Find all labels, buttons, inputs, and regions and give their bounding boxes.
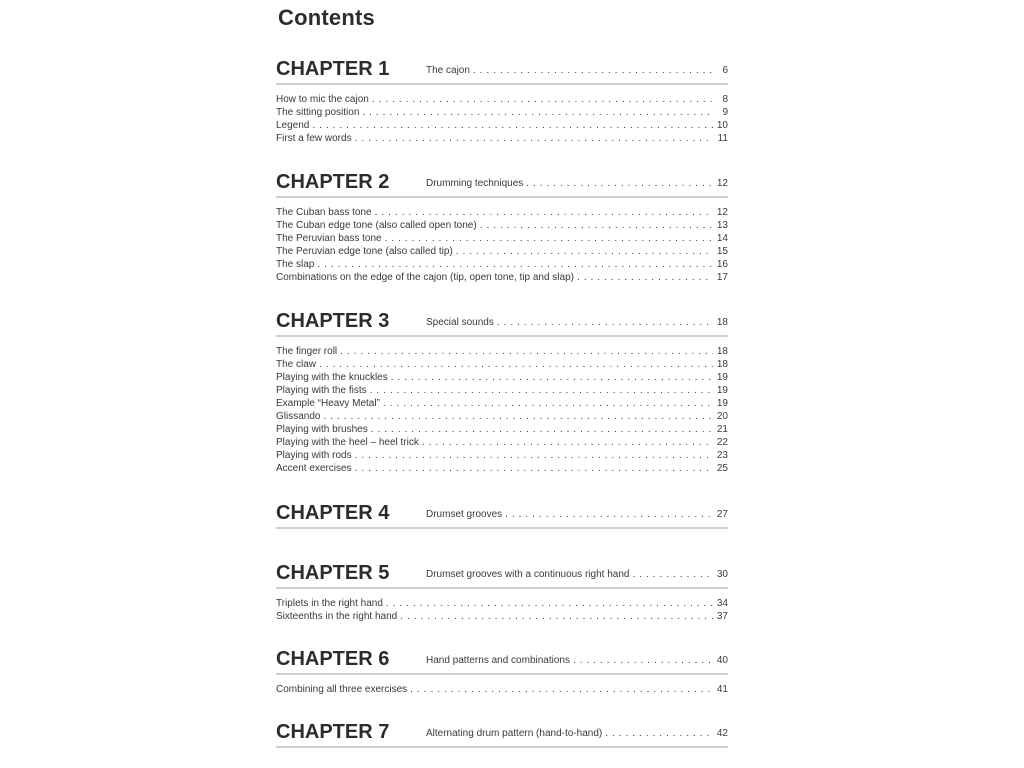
entry-title: Playing with brushes: [276, 424, 368, 435]
chapter-heading: [276, 57, 728, 85]
dot-leader: [340, 345, 713, 358]
entry-title: Playing with the heel – heel trick: [276, 437, 419, 448]
dot-leader: [370, 384, 713, 397]
chapter-topic-title: Special sounds: [426, 317, 494, 328]
toc-entry[interactable]: [276, 206, 728, 219]
chapter-label: CHAPTER 7: [276, 721, 390, 743]
page-title: Contents: [278, 5, 375, 30]
entry-list: [276, 345, 728, 475]
dot-leader: [505, 509, 713, 521]
page-number: 6: [722, 65, 728, 76]
entry-title: The claw: [276, 359, 317, 370]
toc-entry[interactable]: [276, 384, 728, 397]
toc-entry[interactable]: [276, 410, 728, 423]
page-number: 9: [722, 107, 728, 118]
chapter-heading: [276, 561, 728, 589]
dot-leader: [319, 358, 713, 371]
chapter-heading: [276, 501, 728, 529]
toc-entry[interactable]: [276, 610, 728, 623]
toc-entry[interactable]: [276, 132, 728, 145]
page-number: 23: [716, 450, 728, 461]
dot-leader: [456, 245, 713, 258]
chapter-label: CHAPTER 5: [276, 562, 390, 584]
dot-leader: [355, 449, 713, 462]
entry-list: [276, 597, 728, 623]
dot-leader: [372, 93, 713, 106]
dot-leader: [573, 655, 713, 667]
page-number: 21: [716, 424, 728, 435]
chapter-topic-entry[interactable]: [426, 569, 728, 581]
page-number: 19: [716, 372, 728, 383]
chapter-heading: [276, 309, 728, 337]
entry-title: The Peruvian edge tone (also called tip): [276, 246, 453, 257]
page-number: 18: [716, 346, 728, 357]
toc-entry[interactable]: [276, 106, 728, 119]
toc-entry[interactable]: [276, 597, 728, 610]
page-number: 16: [716, 259, 728, 270]
dot-leader: [383, 397, 713, 410]
chapter-topic-title: Hand patterns and combinations: [426, 655, 570, 666]
chapter-label: CHAPTER 6: [276, 648, 390, 670]
entry-title: The slap: [276, 259, 315, 270]
dot-leader: [391, 371, 713, 384]
toc-entry[interactable]: [276, 93, 728, 106]
chapter-label: CHAPTER 3: [276, 310, 390, 332]
chapter-topic-entry[interactable]: [426, 509, 728, 521]
dot-leader: [386, 597, 713, 610]
toc-entry[interactable]: [276, 436, 728, 449]
chapter-6-section: [276, 647, 728, 696]
page-number: 17: [716, 272, 728, 283]
dot-leader: [312, 119, 713, 132]
page-number: 19: [716, 398, 728, 409]
chapter-label: CHAPTER 4: [276, 502, 390, 524]
toc-entry[interactable]: [276, 345, 728, 358]
chapter-label: CHAPTER 1: [276, 58, 390, 80]
entry-list: [276, 93, 728, 145]
entry-title: Playing with the fists: [276, 385, 367, 396]
chapter-3-section: [276, 309, 728, 475]
chapter-topic-title: Drumming techniques: [426, 178, 524, 189]
dot-leader: [473, 65, 713, 77]
page-number: 18: [716, 359, 728, 370]
page-number: 11: [717, 133, 728, 144]
entry-title: How to mic the cajon: [276, 94, 369, 105]
page-number: 19: [716, 385, 728, 396]
chapter-topic-entry[interactable]: [426, 178, 728, 190]
toc-entry[interactable]: [276, 358, 728, 371]
entry-title: Example “Heavy Metal”: [276, 398, 380, 409]
page-number: 41: [716, 684, 728, 695]
page-number: 27: [716, 509, 728, 520]
dot-leader: [323, 410, 713, 423]
chapter-topic-entry[interactable]: [426, 65, 728, 77]
page-number: 14: [716, 233, 728, 244]
entry-list: [276, 206, 728, 284]
page-number: 34: [716, 598, 728, 609]
chapter-topic-title: The cajon: [426, 65, 470, 76]
chapter-5-section: [276, 561, 728, 623]
dot-leader: [317, 258, 713, 271]
dot-leader: [410, 683, 713, 696]
toc-entry[interactable]: [276, 397, 728, 410]
toc-entry[interactable]: [276, 232, 728, 245]
dot-leader: [371, 423, 713, 436]
entry-title: Playing with rods: [276, 450, 352, 461]
toc-entry[interactable]: [276, 449, 728, 462]
dot-leader: [632, 569, 713, 581]
entry-title: First a few words: [276, 133, 352, 144]
dot-leader: [375, 206, 713, 219]
page-number: 42: [716, 728, 728, 739]
dot-leader: [400, 610, 713, 623]
entry-title: The Cuban edge tone (also called open tone): [276, 220, 477, 231]
entry-title: Combinations on the edge of the cajon (tip, open tone, tip and slap): [276, 272, 574, 283]
toc-entry[interactable]: [276, 423, 728, 436]
page-number: 37: [716, 611, 728, 622]
chapter-topic-title: Drumset grooves: [426, 509, 503, 520]
chapter-heading: [276, 170, 728, 198]
dot-leader: [526, 178, 713, 190]
dot-leader: [355, 132, 713, 145]
dot-leader: [480, 219, 713, 232]
page-number: 12: [716, 207, 728, 218]
page-number: 25: [716, 463, 728, 474]
entry-title: The finger roll: [276, 346, 338, 357]
page-number: 22: [716, 437, 728, 448]
toc-entry[interactable]: [276, 462, 728, 475]
page-number: 20: [716, 411, 728, 422]
chapter-4-section: [276, 501, 728, 529]
entry-title: Legend: [276, 120, 310, 131]
chapter-heading: [276, 720, 728, 748]
toc-entry[interactable]: [276, 271, 728, 284]
toc-entry[interactable]: [276, 119, 728, 132]
chapter-1-section: [276, 57, 728, 145]
entry-title: Glissando: [276, 411, 321, 422]
page-number: 40: [716, 655, 728, 666]
dot-leader: [385, 232, 713, 245]
chapter-heading: [276, 647, 728, 675]
chapter-topic-entry[interactable]: [426, 728, 728, 740]
dot-leader: [362, 106, 713, 119]
toc-entry[interactable]: [276, 219, 728, 232]
chapter-topic-title: Drumset grooves with a continuous right hand: [426, 569, 630, 580]
page-number: 12: [716, 178, 728, 189]
entry-title: The Peruvian bass tone: [276, 233, 382, 244]
page-number: 15: [716, 246, 728, 257]
entry-title: Sixteenths in the right hand: [276, 611, 398, 622]
toc-entry[interactable]: [276, 683, 728, 696]
page-number: 8: [722, 94, 728, 105]
page-number: 18: [716, 317, 728, 328]
dot-leader: [497, 317, 713, 329]
toc-entry[interactable]: [276, 371, 728, 384]
page-number: 10: [716, 120, 728, 131]
page-number: 30: [716, 569, 728, 580]
dot-leader: [422, 436, 713, 449]
dot-leader: [577, 271, 713, 284]
chapter-label: CHAPTER 2: [276, 171, 390, 193]
dot-leader: [605, 728, 713, 740]
page-number: 13: [716, 220, 728, 231]
entry-title: Playing with the knuckles: [276, 372, 388, 383]
toc-entry[interactable]: [276, 258, 728, 271]
dot-leader: [355, 462, 713, 475]
chapter-2-section: [276, 170, 728, 284]
entry-title: Combining all three exercises: [276, 684, 408, 695]
toc-entry[interactable]: [276, 245, 728, 258]
chapter-7-section: [276, 720, 728, 748]
chapter-topic-title: Alternating drum pattern (hand-to-hand): [426, 728, 603, 739]
entry-title: The Cuban bass tone: [276, 207, 372, 218]
entry-title: The sitting position: [276, 107, 360, 118]
entry-title: Triplets in the right hand: [276, 598, 383, 609]
chapter-topic-entry[interactable]: [426, 317, 728, 329]
entry-title: Accent exercises: [276, 463, 352, 474]
entry-list: [276, 683, 728, 696]
chapter-topic-entry[interactable]: [426, 655, 728, 667]
